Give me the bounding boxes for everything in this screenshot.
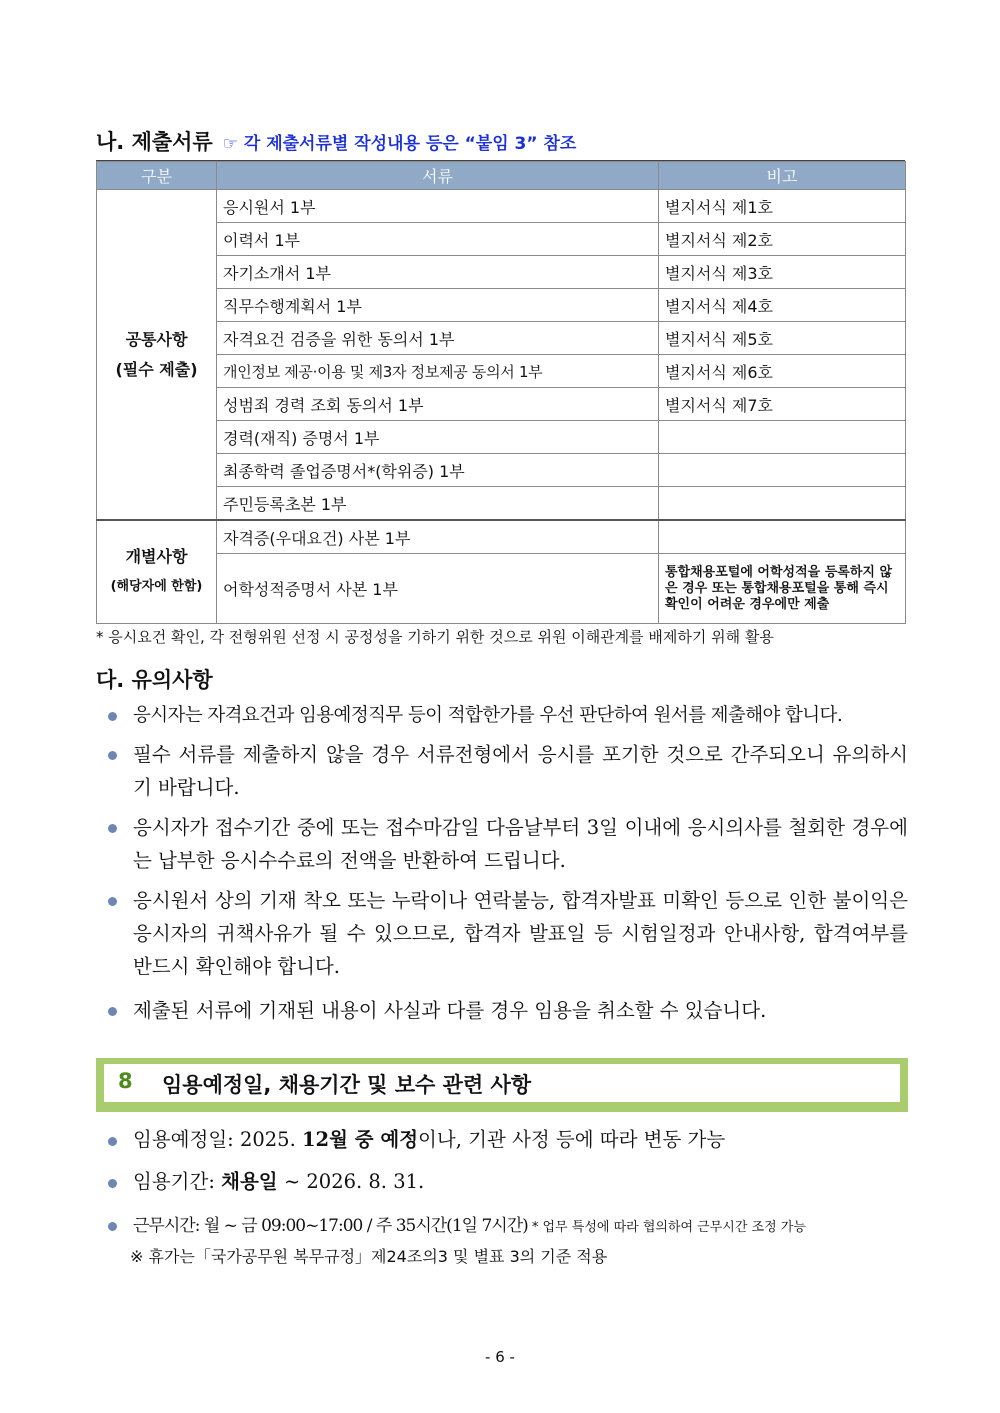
doc-cell: 어학성적증명서 사본 1부 <box>217 554 659 624</box>
bullet-icon <box>108 751 117 760</box>
doc-cell: 개인정보 제공·이용 및 제3자 정보제공 동의서 1부 <box>217 355 659 388</box>
list-item: 임용기간: 채용일 ~ 2026. 8. 31. <box>108 1167 424 1197</box>
table-row <box>97 256 906 289</box>
remark-cell: 별지서식 제3호 <box>659 256 906 289</box>
table-row <box>97 554 906 624</box>
list-item: 응시자는 자격요건과 임용예정직무 등이 적합한가를 우선 판단하여 원서를 제출해야 합니다. <box>108 699 908 732</box>
category-common: 공통사항 (필수 제출) <box>97 190 217 521</box>
doc-cell: 경력(재직) 증명서 1부 <box>217 421 659 454</box>
header-category: 구분 <box>97 162 217 190</box>
bullet-icon <box>108 1222 117 1231</box>
doc-cell: 직무수행계획서 1부 <box>217 289 659 322</box>
bullet-icon <box>108 712 117 721</box>
doc-cell: 응시원서 1부 <box>217 190 659 223</box>
remark-cell: 별지서식 제4호 <box>659 289 906 322</box>
doc-cell: 성범죄 경력 조회 동의서 1부 <box>217 388 659 421</box>
remark-cell <box>659 520 906 554</box>
list-item: 임용예정일: 2025. 12월 중 예정이나, 기관 사정 등에 따라 변동 가능 <box>108 1125 725 1155</box>
bullet-icon <box>108 824 117 833</box>
doc-cell: 자기소개서 1부 <box>217 256 659 289</box>
remark-cell: 별지서식 제7호 <box>659 388 906 421</box>
section-heading-notes: 다. 유의사항 <box>96 668 213 692</box>
remark-cell: 별지서식 제6호 <box>659 355 906 388</box>
table-footnote: * 응시요건 확인, 각 전형위원 선정 시 공정성을 기하기 위한 것으로 위원 이해관계를 배제하기 위해 활용 <box>96 628 774 646</box>
list-item: 근무시간: 월 ~ 금 09:00~17:00 / 주 35시간(1일 7시간) * 업무 특성에 따라 협의하여 근무시간 조정 가능 <box>108 1210 806 1243</box>
remark-cell <box>659 454 906 487</box>
table-row <box>97 388 906 421</box>
section-number: 8 <box>118 1069 133 1093</box>
doc-cell: 이력서 1부 <box>217 223 659 256</box>
section-title: 나. 제출서류 <box>96 130 213 154</box>
table-row <box>97 289 906 322</box>
table-row <box>97 454 906 487</box>
remark-cell: 별지서식 제2호 <box>659 223 906 256</box>
table-row <box>97 355 906 388</box>
reference-note: ☞ 각 제출서류별 작성내용 등은 “붙임 3” 참조 <box>222 134 577 154</box>
remark-cell: 별지서식 제5호 <box>659 322 906 355</box>
doc-cell: 자격증(우대요건) 사본 1부 <box>217 520 659 554</box>
bullet-icon <box>108 1137 117 1146</box>
list-item: 제출된 서류에 기재된 내용이 사실과 다를 경우 임용을 취소할 수 있습니다. <box>108 994 908 1027</box>
section-8-header <box>96 1058 908 1112</box>
page-number: - 6 - <box>485 1348 515 1366</box>
doc-cell: 최종학력 졸업증명서*(학위증) 1부 <box>217 454 659 487</box>
leave-note: ※ 휴가는「국가공무원 복무규정」제24조의3 및 별표 3의 기준 적용 <box>130 1247 608 1266</box>
remark-cell: 별지서식 제1호 <box>659 190 906 223</box>
table-row <box>97 223 906 256</box>
bullet-icon <box>108 1007 117 1016</box>
doc-cell: 주민등록초본 1부 <box>217 487 659 521</box>
bullet-icon <box>108 1179 117 1188</box>
bullet-icon <box>108 897 117 906</box>
list-item: 필수 서류를 제출하지 않을 경우 서류전형에서 응시를 포기한 것으로 간주되오니 유의하시기 바랍니다. <box>108 738 908 804</box>
header-remark: 비고 <box>659 162 906 190</box>
list-item: 응시자가 접수기간 중에 또는 접수마감일 다음날부터 3일 이내에 응시의사를 철회한 경우에는 납부한 응시수수료의 전액을 반환하여 드립니다. <box>108 811 908 877</box>
header-document: 서류 <box>217 162 659 190</box>
table-row <box>97 322 906 355</box>
table-row <box>97 520 906 554</box>
section-title: 임용예정일, 채용기간 및 보수 관련 사항 <box>162 1073 532 1097</box>
documents-table <box>96 161 906 624</box>
table-row <box>97 487 906 521</box>
doc-cell: 자격요건 검증을 위한 동의서 1부 <box>217 322 659 355</box>
category-individual: 개별사항 (해당자에 한함) <box>97 520 217 624</box>
remark-cell <box>659 421 906 454</box>
table-row <box>97 190 906 223</box>
list-item: 응시원서 상의 기재 착오 또는 누락이나 연락불능, 합격자발표 미확인 등으로 인한 불이익은 응시자의 귀책사유가 될 수 있으므로, 합격자 발표일 등 시험일정과 안내사항, 합격여부를 반드시 확인해야 합니다. <box>108 884 908 983</box>
remark-cell: 통합채용포털에 어학성적을 등록하지 않은 경우 또는 통합채용포털을 통해 즉시 확인이 어려운 경우에만 제출 <box>659 554 906 624</box>
table-row <box>97 421 906 454</box>
section-heading-documents <box>96 126 576 156</box>
remark-cell <box>659 487 906 521</box>
